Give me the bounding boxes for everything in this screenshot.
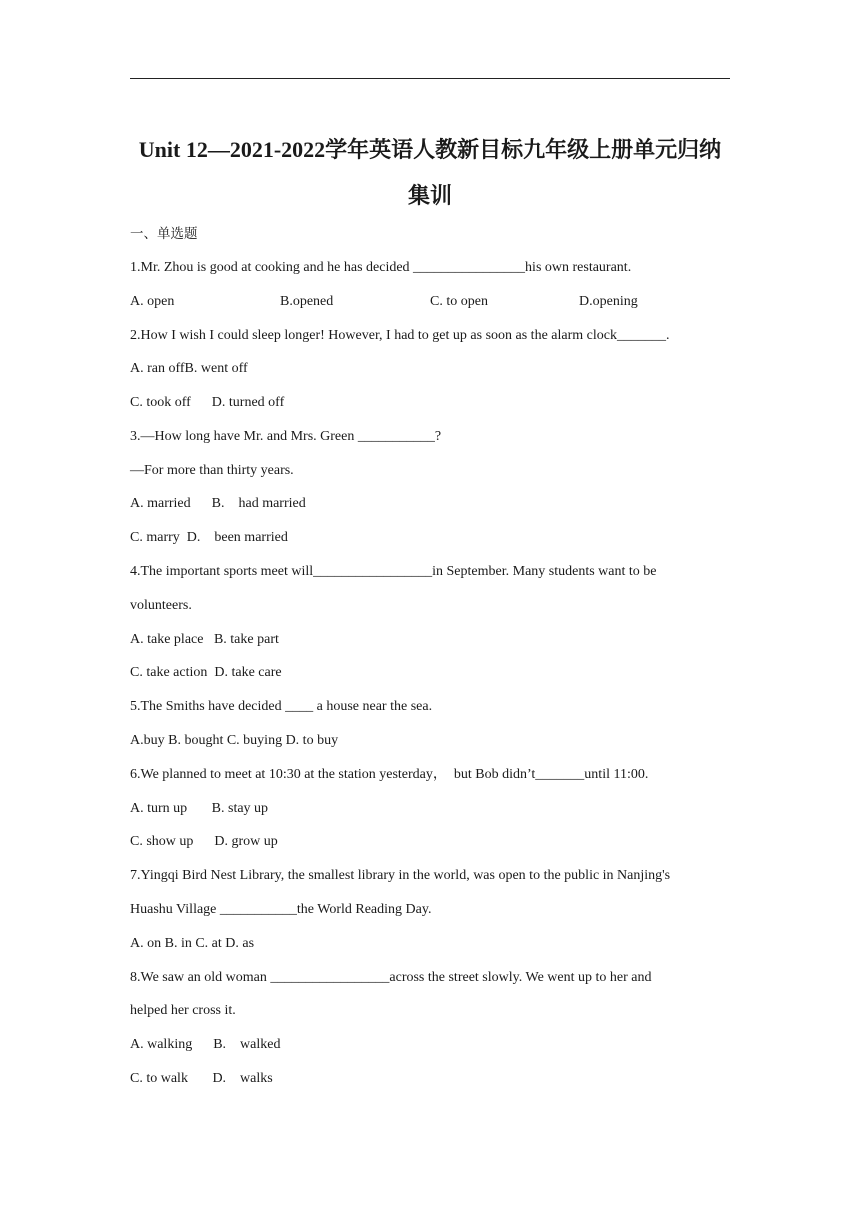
option-a: A. open — [130, 294, 175, 309]
question-4-options-ab: A. take place B. take part — [130, 632, 279, 647]
question-8-stem: 8.We saw an old woman _________________across the street slowly. We went up to her and — [130, 970, 652, 985]
question-2-options-ab: A. ran offB. went off — [130, 361, 248, 376]
question-8-options-cd: C. to walk D. walks — [130, 1071, 273, 1086]
question-7-stem: 7.Yingqi Bird Nest Library, the smallest library in the world, was open to the public in Nanjing's — [130, 868, 671, 883]
question-5-stem: 5.The Smiths have decided ____ a house near the sea. — [130, 699, 433, 714]
option-b: B.opened — [280, 294, 334, 309]
question-1-options — [130, 292, 730, 312]
option-d: D.opening — [579, 294, 638, 309]
question-5-options: A.buy B. bought C. buying D. to buy — [130, 733, 339, 748]
question-8-stem-continued: helped her cross it. — [130, 1003, 236, 1018]
question-3-answer: —For more than thirty years. — [130, 463, 294, 478]
question-2-stem: 2.How I wish I could sleep longer! However, I had to get up as soon as the alarm clock_______. — [130, 328, 670, 343]
question-7-options: A. on B. in C. at D. as — [130, 936, 255, 951]
question-4-options-cd: C. take action D. take care — [130, 665, 282, 680]
question-3-options-ab: A. married B. had married — [130, 496, 306, 511]
question-7-stem-continued: Huashu Village ___________the World Reading Day. — [130, 902, 432, 917]
header-rule — [130, 78, 730, 79]
question-6-options-ab: A. turn up B. stay up — [130, 801, 269, 816]
question-3-options-cd: C. marry D. been married — [130, 530, 288, 545]
question-3-stem: 3.—How long have Mr. and Mrs. Green ___________? — [130, 429, 442, 444]
option-c: C. to open — [430, 294, 488, 309]
question-4-stem-continued: volunteers. — [130, 598, 192, 613]
question-4-stem: 4.The important sports meet will_________________in September. Many students want to be — [130, 564, 657, 579]
question-6-stem: 6.We planned to meet at 10:30 at the station yesterday， but Bob didn’t_______until 11:00. — [130, 767, 649, 782]
question-8-options-ab: A. walking B. walked — [130, 1037, 281, 1052]
question-6-options-cd: C. show up D. grow up — [130, 834, 278, 849]
document-title: Unit 12—2021-2022学年英语人教新目标九年级上册单元归纳集训 — [138, 137, 722, 208]
section-heading: 一、单选题 — [130, 226, 198, 242]
question-2-options-cd: C. took off D. turned off — [130, 395, 285, 410]
question-1-stem: 1.Mr. Zhou is good at cooking and he has decided ________________his own restaurant. — [130, 260, 632, 275]
